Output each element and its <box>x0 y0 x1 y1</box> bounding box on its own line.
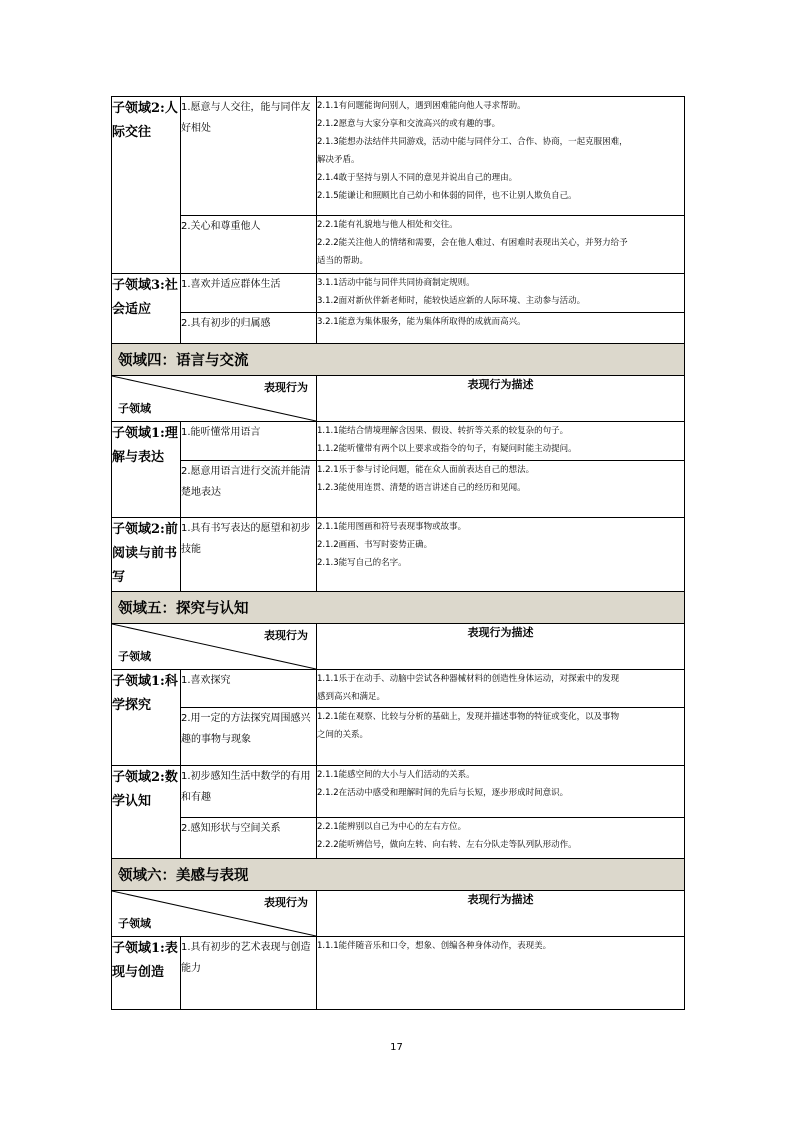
header-behavior: 表现行为 <box>264 896 308 909</box>
behavior-cell: 1.能听懂常用语言 <box>181 422 317 461</box>
behavior-cell: 2.具有初步的归属感 <box>181 313 317 344</box>
domain-heading-row <box>112 592 685 624</box>
header-subdomain: 子领域 <box>118 650 151 663</box>
table-row <box>112 518 685 592</box>
description-line: 2.1.1能用图画和符号表现事物或故事。 <box>317 522 467 532</box>
description-line: 1.1.1能伴随音乐和口令，想象、创编各种身体动作，表现美。 <box>317 941 552 951</box>
table-row <box>112 313 685 344</box>
table-row <box>112 670 685 708</box>
description-line: 2.1.1能感空间的大小与人们活动的关系。 <box>317 770 475 780</box>
description-cell <box>317 422 685 461</box>
description-cell <box>317 670 685 708</box>
header-subdomain: 子领域 <box>118 402 151 415</box>
description-line: 适当的帮助。 <box>317 255 369 266</box>
description-line: 2.2.2能关注他人的情绪和需要，会在他人难过、有困难时表现出关心，并努力给予 <box>317 237 628 248</box>
header-row <box>112 624 685 670</box>
subdomain-label: 子领域2:数学认知 <box>112 766 181 859</box>
behavior-cell: 1.具有书写表达的愿望和初步技能 <box>181 518 317 592</box>
behavior-cell: 1.喜欢并适应群体生活 <box>181 274 317 313</box>
description-line: 3.1.1活动中能与同伴共同协商制定规则。 <box>317 278 475 288</box>
description-cell <box>317 461 685 518</box>
description-line: 1.1.1乐于在动手、动脑中尝试各种器械材料的创造性身体运动，对探索中的发现 <box>317 674 620 684</box>
description-cell <box>317 215 685 273</box>
description-line: 感到高兴和满足。 <box>317 692 386 702</box>
description-line: 2.2.1能辨别以自己为中心的左右方位。 <box>317 822 467 832</box>
diagonal-header-cell <box>112 624 317 670</box>
table-row <box>112 274 685 313</box>
description-cell <box>317 708 685 766</box>
description-line: 2.2.1能有礼貌地与他人相处和交往。 <box>317 219 458 230</box>
description-line: 之间的关系。 <box>317 730 369 740</box>
description-line: 1.1.1能结合情境理解含因果、假设、转折等关系的较复杂的句子。 <box>317 426 569 436</box>
description-line: 解决矛盾。 <box>317 155 360 165</box>
behavior-cell: 2.感知形状与空间关系 <box>181 818 317 859</box>
description-line: 2.1.3能想办法结伴共同游戏，活动中能与同伴分工、合作、协商，一起克服困难， <box>317 137 628 147</box>
subdomain-label: 子领域1:理解与表达 <box>112 422 181 518</box>
behavior-cell: 2.用一定的方法探究周围感兴趣的事物与现象 <box>181 708 317 766</box>
description-line: 1.2.3能使用连贯、清楚的语言讲述自己的经历和见闻。 <box>317 483 526 493</box>
description-cell <box>317 97 685 216</box>
domain-title: 领域四：语言与交流 <box>112 344 685 376</box>
header-description: 表现行为描述 <box>317 376 685 422</box>
table-row <box>112 461 685 518</box>
description-cell <box>317 274 685 313</box>
table-row <box>112 422 685 461</box>
header-row <box>112 891 685 937</box>
header-description: 表现行为描述 <box>317 891 685 937</box>
description-line: 2.1.2画画、书写时姿势正确。 <box>317 540 433 550</box>
description-cell <box>317 766 685 818</box>
behavior-cell: 1.喜欢探究 <box>181 670 317 708</box>
description-line: 2.1.5能谦让和照顾比自己幼小和体弱的同伴，也不让别人欺负自己。 <box>317 191 577 201</box>
behavior-cell: 2.关心和尊重他人 <box>181 215 317 273</box>
table-row <box>112 937 685 1010</box>
table-row <box>112 708 685 766</box>
description-cell <box>317 313 685 344</box>
header-behavior: 表现行为 <box>264 381 308 394</box>
description-line: 2.1.2愿意与大家分享和交流高兴的或有趣的事。 <box>317 119 501 129</box>
subdomain-label: 子领域2:前阅读与前书写 <box>112 518 181 592</box>
description-line: 1.1.2能听懂带有两个以上要求或指令的句子，有疑问时能主动提问。 <box>317 444 577 454</box>
domain-title: 领域六：美感与表现 <box>112 859 685 891</box>
domain-title: 领域五：探究与认知 <box>112 592 685 624</box>
description-line: 1.2.1乐于参与讨论问题，能在众人面前表达自己的想法。 <box>317 465 535 475</box>
description-line: 2.1.1有问题能询问别人，遇到困难能向他人寻求帮助。 <box>317 101 526 111</box>
table-row <box>112 766 685 818</box>
page-number: 17 <box>390 1042 403 1053</box>
description-line: 3.2.1能意为集体服务，能为集体所取得的成就而高兴。 <box>317 317 526 327</box>
description-cell <box>317 818 685 859</box>
description-line: 2.1.3能写自己的名字。 <box>317 558 407 568</box>
behavior-cell: 1.具有初步的艺术表现与创造能力 <box>181 937 317 1010</box>
description-line: 2.1.4敢于坚持与别人不同的意见并说出自己的理由。 <box>317 173 518 183</box>
header-description: 表现行为描述 <box>317 624 685 670</box>
diagonal-header-cell <box>112 891 317 937</box>
diagonal-header-cell <box>112 376 317 422</box>
behavior-cell: 1.初步感知生活中数学的有用和有趣 <box>181 766 317 818</box>
subdomain-label: 子领域2:人际交往 <box>112 97 181 274</box>
header-row <box>112 376 685 422</box>
table-row <box>112 818 685 859</box>
subdomain-label: 子领域3:社会适应 <box>112 274 181 344</box>
table-row <box>112 97 685 216</box>
description-line: 2.1.2在活动中感受和理解时间的先后与长短，逐步形成时间意识。 <box>317 788 569 798</box>
behavior-cell: 1.愿意与人交往，能与同伴友好相处 <box>181 97 317 216</box>
subdomain-label: 子领域1:科学探究 <box>112 670 181 766</box>
domain-heading-row <box>112 859 685 891</box>
curriculum-table <box>111 96 685 1010</box>
description-line: 1.2.1能在观察、比较与分析的基础上，发现并描述事物的特征或变化，以及事物 <box>317 712 620 722</box>
description-cell <box>317 518 685 592</box>
table-row <box>112 215 685 273</box>
subdomain-label: 子领域1:表现与创造 <box>112 937 181 1010</box>
domain-heading-row <box>112 344 685 376</box>
description-cell <box>317 937 685 1010</box>
description-line: 2.2.2能听辨信号，做向左转、向右转、左右分队走等队列队形动作。 <box>317 840 577 850</box>
header-behavior: 表现行为 <box>264 629 308 642</box>
description-line: 3.1.2面对新伙伴新老师时，能较快适应新的人际环境、主动参与活动。 <box>317 296 586 306</box>
header-subdomain: 子领域 <box>118 917 151 930</box>
behavior-cell: 2.愿意用语言进行交流并能清楚地表达 <box>181 461 317 518</box>
